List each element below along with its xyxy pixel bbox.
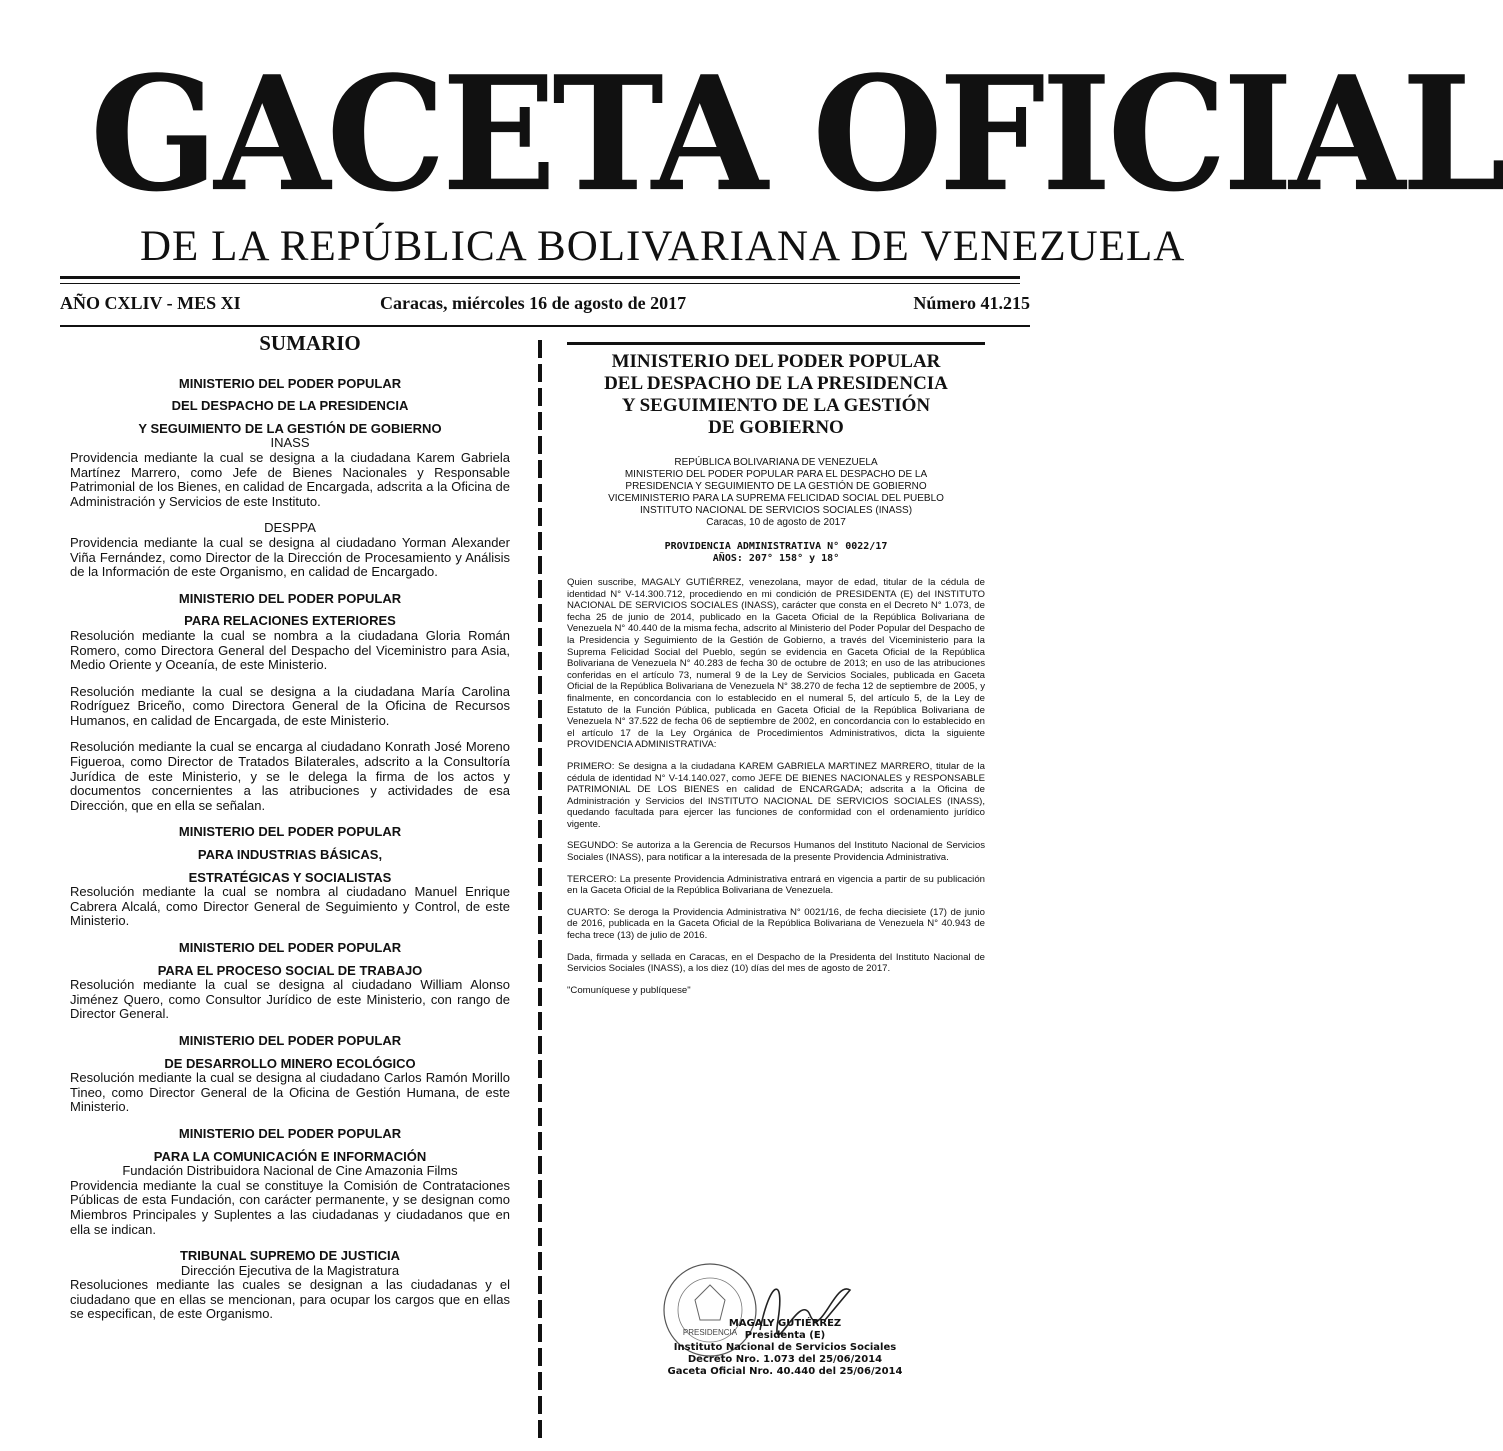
sumario-section — [70, 1034, 510, 1115]
document-body — [567, 577, 985, 996]
ministry-title-line: DE GOBIERNO — [708, 417, 844, 438]
section-subheading: DESPPA — [264, 520, 316, 536]
section-heading: ESTRATÉGICAS Y SOCIALISTAS — [188, 869, 392, 885]
issue-number: Número 41.215 — [913, 293, 1030, 313]
section-subheading: Fundación Distribuidora Nacional de Cine Amazonia Films — [122, 1163, 458, 1179]
seal-text: PRESIDENCIA — [682, 1328, 738, 1337]
sumario-entry: Providencia mediante la cual se designa a la ciudadana Karem Gabriela Martínez Marrero, como Jefe de Bienes Nacionales y Responsable Patrimonial de los Bienes, en calidad de Encargada, adscrita a la Oficina de Administración y Servicios de este Instituto. — [70, 449, 510, 509]
signature-line: MAGALY GUTIÉRREZ — [728, 1318, 842, 1329]
letterhead-line: PRESIDENCIA Y SEGUIMIENTO DE LA GESTIÓN DE GOBIERNO — [625, 481, 927, 492]
top-rule-thin — [60, 283, 1020, 284]
sumario-section — [70, 1249, 510, 1322]
column-divider — [538, 340, 542, 1440]
section-heading: DEL DESPACHO DE LA PRESIDENCIA — [171, 398, 409, 414]
sumario-entry: Resolución mediante la cual se encarga al ciudadano Konrath José Moreno Figueroa, como Director de Tratados Bilaterales, adscrito a la Consultoría Jurídica de este Ministerio, y se le delega la firma de los actos y documentos concernientes a las atribuciones y actividades de esa Dirección, que en ella se señalan. — [70, 739, 510, 813]
section-heading: MINISTERIO DEL PODER POPULAR — [178, 940, 402, 955]
seal-emblem — [695, 1285, 725, 1320]
ministry-title-line: MINISTERIO DEL PODER POPULAR — [611, 351, 941, 372]
section-heading: Y SEGUIMIENTO DE LA GESTIÓN DE GOBIERNO — [138, 420, 442, 436]
masthead-subtitle: DE LA REPÚBLICA BOLIVARIANA DE VENEZUELA — [140, 223, 1186, 270]
body-paragraph: TERCERO: La presente Providencia Administrativa entrará en vigencia a partir de su publicación en la Gaceta Oficial de la República Bolivariana de Venezuela. — [567, 873, 985, 897]
sumario-section — [70, 1127, 510, 1237]
sumario-entry: Providencia mediante la cual se designa al ciudadano Yorman Alexander Viña Fernández, como Director de la Dirección de Procesamiento y Análisis de la Información de este Organismo, en calidad de Encargado. — [70, 534, 510, 580]
document-column — [567, 342, 985, 1006]
signature-line: Gaceta Oficial Nro. 40.440 del 25/06/2014 — [667, 1366, 903, 1377]
section-heading: PARA EL PROCESO SOCIAL DE TRABAJO — [157, 962, 423, 978]
ministry-title-line: DEL DESPACHO DE LA PRESIDENCIA — [604, 373, 948, 394]
letterhead-line: VICEMINISTERIO PARA LA SUPREMA FELICIDAD SOCIAL DEL PUEBLO — [608, 493, 944, 504]
body-paragraph: PRIMERO: Se designa a la ciudadana KAREM GABRIELA MARTINEZ MARRERO, titular de la cédula de identidad N° V-14.140.027, como JEFE DE BIENES NACIONALES y RESPONSABLE PATRIMONIAL DE LOS BIENES en calidad de ENCARGADA; adscrita a la Oficina de Administración y Servicios del INSTITUTO NACIONAL DE SERVICIOS SOCIALES (INASS), quedando facultada para ejercer las funciones de conformidad con el ordenamiento jurídico vigente. — [567, 760, 985, 830]
sumario-section — [70, 592, 510, 814]
signature-line: Decreto Nro. 1.073 del 25/06/2014 — [687, 1354, 883, 1365]
sumario-entry: Providencia mediante la cual se constituye la Comisión de Contrataciones Públicas de esta Fundación, con carácter permanente, y se designan como Miembros Principales y Suplentes a las ciudadanas y ciudadanos que en ella se indican. — [70, 1177, 510, 1237]
sumario-entry: Resolución mediante la cual se nombra al ciudadano Manuel Enrique Cabrera Alcalá, como Director General de Seguimiento y Control, de este Ministerio. — [70, 884, 510, 929]
section-heading: PARA RELACIONES EXTERIORES — [184, 613, 396, 629]
sumario-entry: Resolución mediante la cual se designa al ciudadano William Alonso Jiménez Quero, como Consultor Jurídico de este Ministerio, con rango de Director General. — [70, 977, 510, 1022]
body-paragraph: CUARTO: Se deroga la Providencia Administrativa N° 0021/16, de fecha diecisiete (17) de junio de 2016, publicada en la Gaceta Oficial de la República Bolivariana de Venezuela N° 40.943 de fecha trece (13) de julio de 2016. — [567, 906, 985, 942]
section-subheading: INASS — [270, 435, 310, 451]
header-rule — [60, 325, 1030, 327]
section-heading: TRIBUNAL SUPREMO DE JUSTICIA — [179, 1248, 401, 1264]
section-heading: MINISTERIO DEL PODER POPULAR — [178, 824, 402, 840]
section-heading: MINISTERIO DEL PODER POPULAR — [178, 375, 402, 391]
sumario-section — [70, 941, 510, 1022]
letterhead — [567, 457, 985, 529]
body-paragraph: "Comuníquese y publíquese" — [567, 984, 691, 996]
body-paragraph: Quien suscribe, MAGALY GUTIÉRREZ, venezolana, mayor de edad, titular de la cédula de identidad N° V-14.300.712, procediendo en mi condición de PRESIDENTA (E) del INSTITUTO NACIONAL DE SERVICIOS SOCIALES (INASS), carácter que consta en el Decreto N° 1.073, de fecha 25 de junio de 2014, publicado en la Gaceta Oficial de la República Bolivariana de Venezuela N° 40.440 de la misma fecha, adscrito al Ministerio del Poder Popular del Despacho de la Presidencia y Seguimiento de la Gestión de Gobierno, a través del Viceministerio para la Suprema Felicidad Social del Pueblo, según se evidencia en Gaceta Oficial de la República Bolivariana de Venezuela N° 40.283 de fecha 30 de octubre de 2013; en uso de las atribuciones conferidas en el artículo 73, numeral 9 de la Ley de Servicios Sociales, publicada en Gaceta Oficial de la República Bolivariana de Venezuela N° 38.270 de fecha 12 de septiembre de 2005, y finalmente, en concordancia con lo establecido en el numeral 5, del artículo 5, de la Ley de Estatuto de la Función Pública, publicada en Gaceta Oficial de la República Bolivariana de Venezuela N° 37.522 de fecha 06 de septiembre de 2002, en concordancia con lo establecido en el artículo 17 de la Ley Orgánica de Procedimientos Administrativos, dicta la siguiente PROVIDENCIA ADMINISTRATIVA: — [567, 577, 985, 751]
masthead — [0, 40, 1503, 230]
masthead-title: GACETA OFICIAL — [90, 42, 1503, 227]
providencia-line: PROVIDENCIA ADMINISTRATIVA N° 0022/17 — [664, 541, 888, 552]
section-heading: PARA LA COMUNICACIÓN E INFORMACIÓN — [153, 1148, 427, 1164]
letterhead-line: MINISTERIO DEL PODER POPULAR PARA EL DESPACHO DE LA — [624, 469, 928, 480]
letterhead-line: REPÚBLICA BOLIVARIANA DE VENEZUELA — [674, 457, 878, 468]
providencia-line: AÑOS: 207° 158° y 18° — [712, 553, 840, 564]
sumario-section — [70, 825, 510, 929]
ministry-rule — [567, 342, 985, 345]
sumario-entry: Resolución mediante la cual se nombra a la ciudadana Gloria Román Romero, como Directora General del Despacho del Viceministro para Asia, Medio Oriente y Oceanía, de este Ministerio. — [70, 627, 510, 673]
ministry-title — [567, 351, 985, 439]
section-heading: DE DESARROLLO MINERO ECOLÓGICO — [164, 1055, 416, 1071]
sumario-column — [70, 331, 510, 1334]
section-heading: MINISTERIO DEL PODER POPULAR — [178, 1125, 402, 1141]
top-rule — [60, 276, 1020, 279]
providencia-title — [567, 541, 985, 565]
section-heading: MINISTERIO DEL PODER POPULAR — [178, 590, 402, 606]
signature-block — [620, 1318, 950, 1378]
sumario-entry: Resolución mediante la cual se designa a la ciudadana María Carolina Rodríguez Briceño, como Directora General de la Oficina de Recursos Humanos, en calidad de Encargada, de este Ministerio. — [70, 683, 510, 728]
letterhead-line: Caracas, 10 de agosto de 2017 — [706, 517, 846, 528]
issue-date: Caracas, miércoles 16 de agosto de 2017 — [380, 293, 687, 313]
sumario-section — [70, 377, 510, 510]
section-subheading: Dirección Ejecutiva de la Magistratura — [180, 1262, 400, 1278]
signature-line: Presidenta (E) — [744, 1330, 826, 1341]
sumario-entry: Resoluciones mediante las cuales se designan a las ciudadanas y el ciudadano que en ellas se mencionan, para ocupar los cargos que en ellas se especifican, de este Organismo. — [70, 1277, 510, 1322]
issue-year: AÑO CXLIV - MES XI — [60, 293, 241, 313]
sumario-section — [70, 521, 510, 579]
sumario-title: SUMARIO — [259, 331, 361, 355]
sumario-entry: Resolución mediante la cual se designa al ciudadano Carlos Ramón Morillo Tineo, como Director General de la Oficina de Gestión Humana, de este Ministerio. — [70, 1070, 510, 1115]
ministry-title-line: Y SEGUIMIENTO DE LA GESTIÓN — [621, 395, 931, 416]
body-paragraph: Dada, firmada y sellada en Caracas, en el Despacho de la Presidenta del Instituto Nacional de Servicios Sociales (INASS), a los diez (10) días del mes de agosto de 2017. — [567, 951, 985, 975]
letterhead-line: INSTITUTO NACIONAL DE SERVICIOS SOCIALES (INASS) — [639, 505, 913, 516]
body-paragraph: SEGUNDO: Se autoriza a la Gerencia de Recursos Humanos del Instituto Nacional de Servicios Sociales (INASS), para notificar a la interesada de la presente Providencia Administrativa. — [567, 840, 985, 864]
section-heading: PARA INDUSTRIAS BÁSICAS, — [197, 847, 383, 863]
issue-header — [60, 293, 1030, 319]
sumario-list — [70, 377, 510, 1322]
signature-line: Instituto Nacional de Servicios Sociales — [673, 1342, 897, 1353]
section-heading: MINISTERIO DEL PODER POPULAR — [178, 1032, 402, 1048]
